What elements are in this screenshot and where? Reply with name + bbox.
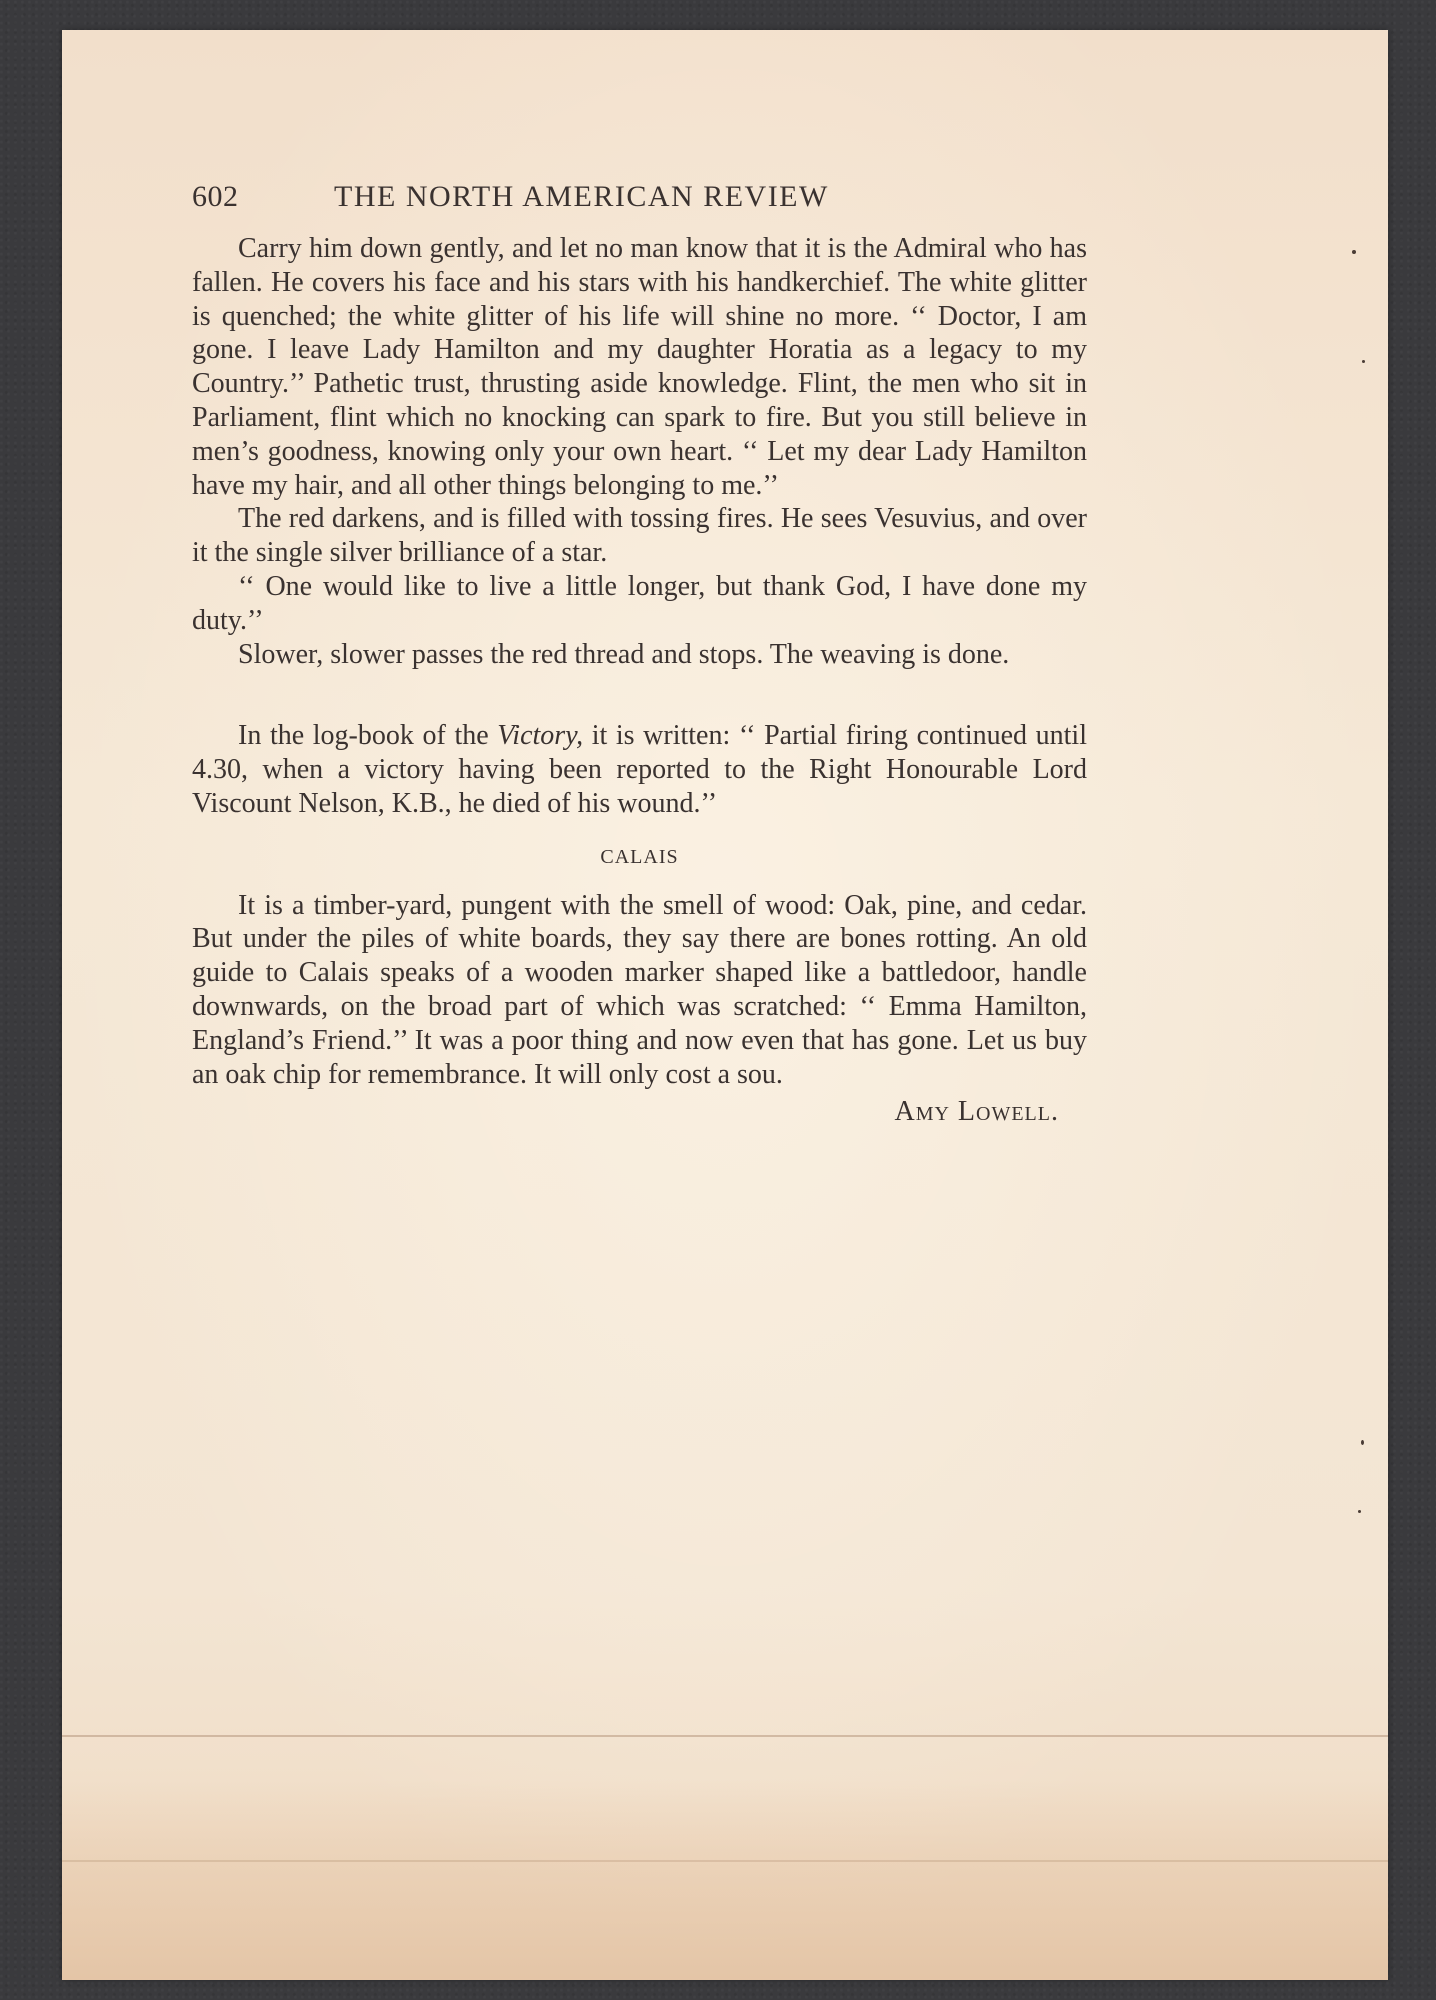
journal-title: THE NORTH AMERICAN REVIEW [334, 180, 829, 213]
paper-speck [1352, 250, 1356, 254]
running-head [192, 180, 1087, 220]
paragraph: The red darkens, and is filled with tossing fires. He sees Vesuvius, and over it the single silver brilliance of a star. [192, 503, 1087, 569]
ship-name: Victory, [497, 720, 584, 752]
paragraph: Slower, slower passes the red thread and stops. The weaving is done. [238, 638, 1010, 670]
paragraph-text: In the log-book of the [238, 720, 498, 752]
section-heading: CALAIS [600, 845, 679, 868]
worn-bottom-edge [62, 1780, 1388, 1980]
page-number: 602 [192, 180, 239, 213]
page-text [192, 180, 1087, 1129]
paragraph-text: it is written: ‘‘ Partial firing continued until 4.30, when a victory having been reported to the Right Honourable Lord Viscount Nelson, K.B., he died of his wound.’’ [192, 720, 1087, 819]
paragraph [192, 719, 1087, 820]
paper-speck [1358, 1510, 1361, 1513]
author-signature: Amy Lowell. [894, 1096, 1059, 1128]
paragraph: ‘‘ One would like to live a little longer, but thank God, I have done my duty.’’ [192, 570, 1087, 636]
paper-speck [1362, 360, 1365, 363]
fold-crease [62, 1735, 1388, 1737]
section-break [192, 671, 1087, 719]
paragraph: It is a timber-yard, pungent with the smell of wood: Oak, pine, and cedar. But under the piles of white boards, they say there are bones rotting. An old guide to Calais speaks of a wooden marker shaped like a battledoor, handle downwards, on the broad part of which was scratched: ‘‘ Emma Hamilton, England’s Friend.’’ It was a poor thing and now even that has gone. Let us buy an oak chip for remembrance. It will only cost a sou. [192, 889, 1087, 1090]
fold-crease [62, 1860, 1388, 1862]
page-sheet [62, 30, 1388, 1980]
paper-speck [1361, 1440, 1364, 1445]
paragraph: Carry him down gently, and let no man know that it is the Admiral who has fallen. He covers his face and his stars with his handkerchief. The white glitter is quenched; the white glitter of his life will shine no more. ‘‘ Doctor, I am gone. I leave Lady Hamilton and my daughter Horatia as a legacy to my Country.’’ Pathetic trust, thrusting aside knowledge. Flint, the men who sit in Parliament, flint which no knocking can spark to fire. But you still believe in men’s goodness, knowing only your own heart. ‘‘ Let my dear Lady Hamilton have my hair, and all other things belonging to me.’’ [192, 233, 1087, 501]
